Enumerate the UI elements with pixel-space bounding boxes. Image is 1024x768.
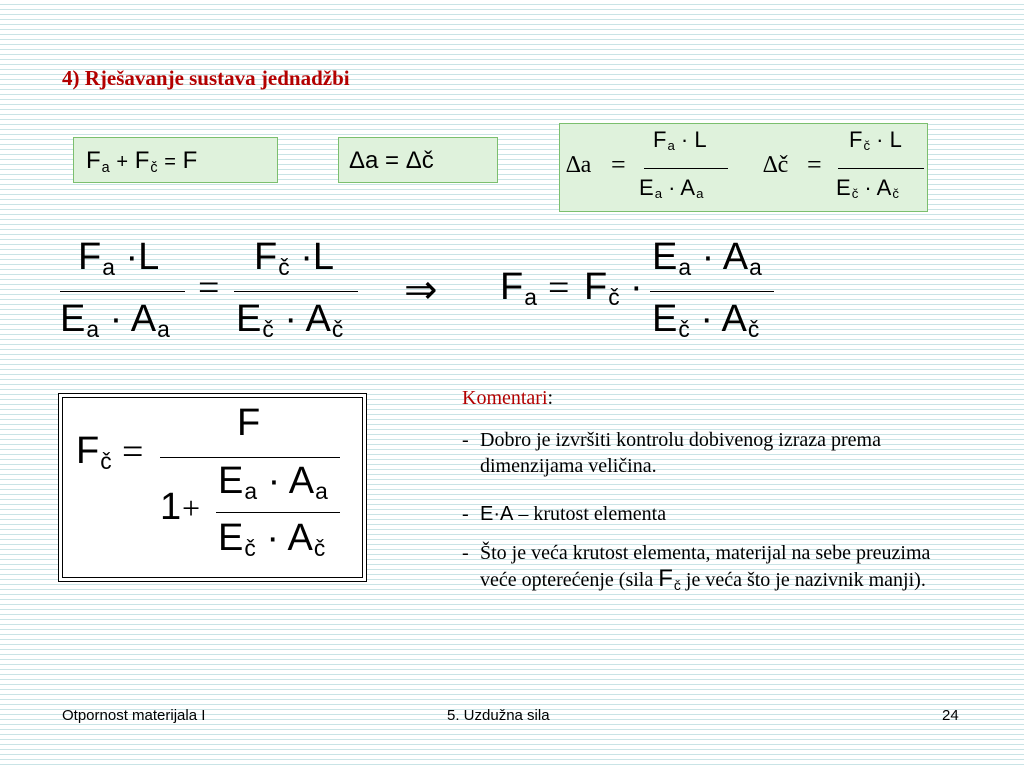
symbol-L: L: [312, 236, 334, 278]
numerator-a: [653, 127, 707, 153]
result-lhs: [500, 266, 537, 311]
subscript-a: a: [696, 186, 704, 202]
symbol-E: E: [652, 298, 678, 340]
symbol-F: F: [86, 147, 101, 174]
bullet-dash: -: [462, 542, 469, 564]
comments-heading: [462, 385, 553, 411]
comment-text-part2: je veća što je nazivnik manji).: [685, 569, 926, 591]
boxed-one: 1: [160, 486, 182, 528]
symbol-A: A: [305, 298, 331, 340]
numerator-c: [849, 127, 902, 153]
subscript-a: a: [157, 315, 170, 342]
dot-operator: ·: [700, 298, 713, 340]
subscript-a: a: [667, 138, 675, 154]
symbol-A: A: [288, 460, 315, 502]
plus-sign: +: [116, 151, 129, 173]
result-fraction-bar: [650, 291, 774, 292]
equation-box-force-sum: [73, 137, 278, 183]
boxed-inner-denominator: [218, 517, 325, 562]
symbol-E: E: [218, 517, 244, 559]
boxed-numerator: F: [237, 402, 261, 444]
subscript-c: č: [747, 315, 760, 342]
fraction-bar: [838, 168, 924, 169]
subscript-c: č: [678, 315, 690, 342]
result-fc: [584, 266, 620, 311]
comment-text: [480, 540, 970, 598]
subscript-a: a: [244, 477, 258, 504]
result-numerator: [652, 236, 762, 281]
dot-operator: ·: [267, 460, 281, 502]
symbol-F: F: [134, 147, 150, 174]
subscript-c: č: [851, 186, 859, 202]
symbol-A: A: [722, 236, 749, 278]
subscript-c: č: [863, 138, 871, 154]
denominator-c: [836, 175, 899, 201]
symbol-A: A: [721, 298, 747, 340]
comment-item-stiffness: [462, 501, 962, 527]
main-left-fraction-bar: [60, 291, 185, 292]
symbol-E: E: [652, 236, 678, 278]
boxed-plus-sign: +: [182, 490, 201, 526]
implies-arrow: ⇒: [404, 267, 438, 312]
subscript-c: č: [608, 283, 620, 310]
equation-box-elongation: [338, 137, 498, 183]
subscript-a: a: [102, 253, 115, 280]
subscript-c: č: [673, 576, 681, 593]
bullet-dash: -: [462, 503, 469, 525]
main-right-fraction-bar: [234, 291, 358, 292]
slide-title: 4) Rješavanje sustava jednadžbi: [62, 66, 350, 90]
symbol-A: A: [287, 517, 313, 559]
subscript-a: a: [315, 477, 328, 504]
boxed-main-fraction-bar: [160, 457, 340, 458]
main-equals-sign: =: [198, 267, 220, 309]
ea-symbol: E·A: [480, 503, 514, 525]
symbol-E: E: [60, 298, 86, 340]
comment-text-rest: – krutost elementa: [518, 503, 667, 525]
boxed-lhs: [76, 430, 112, 475]
subscript-a: a: [678, 253, 692, 280]
subscript-a: a: [654, 186, 663, 202]
symbol-E: E: [218, 460, 244, 502]
subscript-c: č: [244, 534, 256, 561]
main-left-numerator: [78, 236, 159, 281]
equation-force-sum: [86, 147, 197, 176]
symbol-L: L: [138, 236, 160, 278]
subscript-c: č: [892, 186, 899, 202]
bullet-dash: -: [462, 429, 469, 451]
comments-heading-label: Komentari: [462, 387, 548, 409]
result-equals-sign: =: [548, 267, 570, 309]
main-right-denominator: [236, 298, 343, 343]
symbol-L: L: [889, 127, 902, 152]
result-denominator: [652, 298, 759, 343]
symbol-E: E: [639, 175, 654, 200]
dot-operator: ·: [266, 517, 279, 559]
boxed-inner-numerator: [218, 460, 328, 505]
dot-operator: ·: [109, 298, 123, 340]
comments-heading-colon: :: [547, 387, 554, 409]
subscript-c: č: [331, 315, 344, 342]
symbol-E: E: [836, 175, 851, 200]
symbol-F: F: [653, 127, 667, 152]
denominator-a: [639, 175, 703, 201]
symbol-F: F: [584, 266, 608, 308]
dot-operator: ·: [864, 175, 872, 200]
dot-operator: ·: [680, 127, 689, 152]
subscript-c: č: [150, 159, 158, 176]
result-dot: ·: [630, 266, 643, 308]
comment-text-part1: Što je veća krutost elementa, materijal na sebe preuzima veće opterećenje (sila: [480, 542, 931, 591]
footer-course: Otpornost materijala I: [62, 707, 206, 724]
symbol-F: F: [849, 127, 863, 152]
equals-sign: =: [807, 150, 822, 179]
dot-operator: ·: [668, 175, 676, 200]
equation-elongation: Δa = Δč: [349, 147, 434, 174]
subscript-c: č: [262, 315, 274, 342]
footer-chapter: 5. Uzdužna sila: [447, 707, 550, 724]
dot-operator: ·: [284, 298, 297, 340]
symbol-F: F: [658, 565, 673, 592]
symbol-A: A: [130, 298, 157, 340]
comment-item-dimensions: [462, 427, 962, 479]
symbol-F: F: [78, 236, 102, 278]
boxed-inner-fraction-bar: [216, 512, 340, 513]
delta-a-symbol: ∆a: [566, 152, 592, 178]
delta-c-symbol: ∆č: [763, 152, 789, 178]
boxed-equals-sign: =: [122, 431, 144, 473]
subscript-c: č: [278, 253, 290, 280]
comment-text: [480, 501, 960, 527]
symbol-F: F: [182, 147, 198, 174]
equals-sign: =: [164, 151, 176, 173]
equals-sign: =: [611, 150, 626, 179]
subscript-a: a: [86, 315, 100, 342]
subscript-a: a: [749, 253, 762, 280]
symbol-A: A: [680, 175, 696, 200]
subscript-c: č: [100, 447, 112, 474]
symbol-F: F: [500, 266, 524, 308]
comment-item-load-share: [462, 540, 962, 620]
dot-operator: ·: [300, 236, 313, 278]
symbol-F: F: [76, 430, 100, 472]
subscript-a: a: [524, 283, 537, 310]
symbol-L: L: [694, 127, 707, 152]
subscript-c: č: [313, 534, 326, 561]
symbol-E: E: [236, 298, 262, 340]
footer-page-number: 24: [942, 707, 959, 724]
subscript-a: a: [101, 159, 110, 176]
comment-text: Dobro je izvršiti kontrolu dobivenog izraza prema dimenzijama veličina.: [480, 429, 881, 477]
symbol-A: A: [876, 175, 892, 200]
dot-operator: ·: [125, 236, 139, 278]
main-left-denominator: [60, 298, 170, 343]
fraction-bar: [644, 168, 728, 169]
dot-operator: ·: [701, 236, 715, 278]
dot-operator: ·: [876, 127, 884, 152]
symbol-F: F: [254, 236, 278, 278]
main-right-numerator: [254, 236, 334, 281]
equation-box-definitions: [559, 123, 928, 212]
